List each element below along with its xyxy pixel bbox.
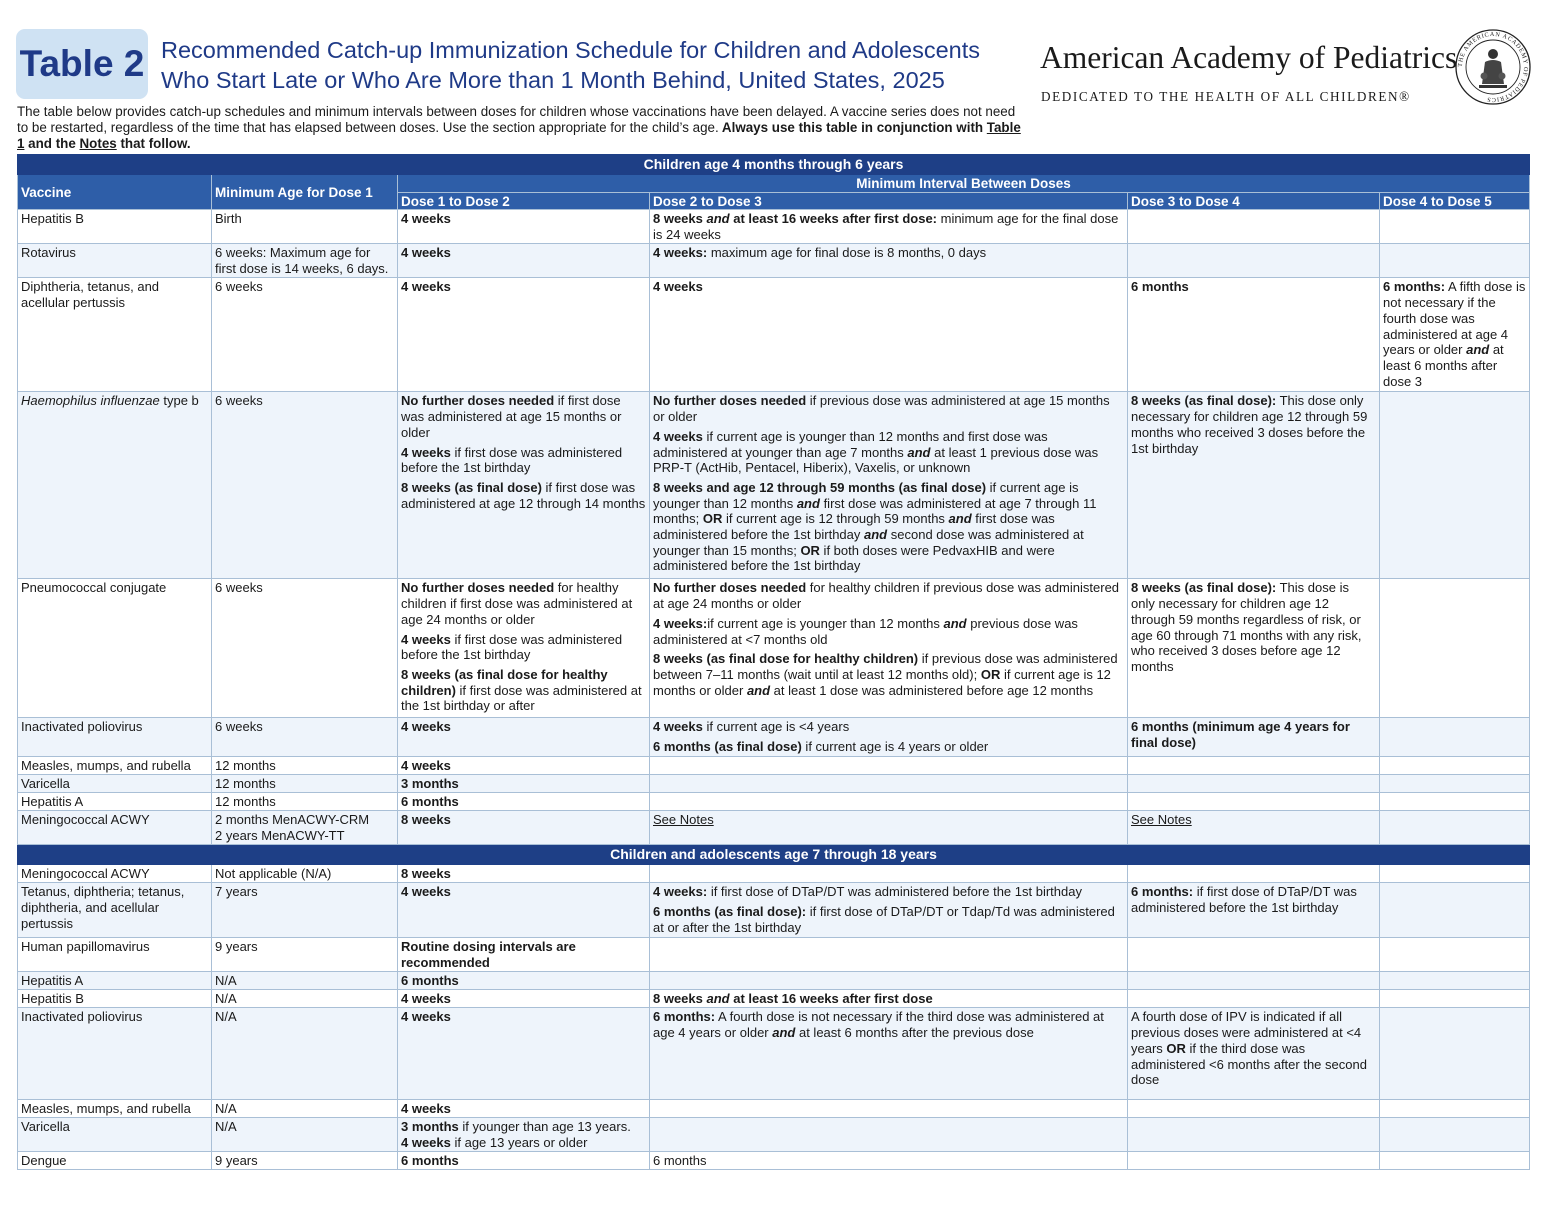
interval-4-5 <box>1380 865 1530 883</box>
interval-1-2: 4 weeks <box>398 718 650 757</box>
vaccine-name: Measles, mumps, and rubella <box>18 1100 212 1118</box>
interval-3-4: A fourth dose of IPV is indicated if all previous doses were administered at <4 years OR if the third dose was administered <6 months after the second dose <box>1128 1008 1380 1100</box>
interval-4-5 <box>1380 1118 1530 1152</box>
interval-3-4 <box>1128 757 1380 775</box>
notes-link[interactable]: Notes <box>79 136 117 151</box>
interval-1-2: 4 weeks <box>398 757 650 775</box>
col-dose1-2: Dose 1 to Dose 2 <box>398 192 650 210</box>
table-badge: Table 2 <box>16 29 148 99</box>
interval-1-2: 4 weeks <box>398 244 650 278</box>
aap-logo-name: American Academy of Pediatrics <box>1040 40 1458 75</box>
intro-paragraph <box>17 104 1022 152</box>
table-row <box>18 883 1530 938</box>
min-age: 9 years <box>212 938 398 972</box>
interval-1-2: 4 weeks <box>398 1008 650 1100</box>
col-dose4-5: Dose 4 to Dose 5 <box>1380 192 1530 210</box>
interval-4-5 <box>1380 210 1530 244</box>
interval-4-5 <box>1380 938 1530 972</box>
column-header-row <box>18 175 1530 193</box>
vaccine-name: Pneumococcal conjugate <box>18 579 212 718</box>
interval-1-2: 3 months if younger than age 13 years. 4 weeks if age 13 years or older <box>398 1118 650 1152</box>
interval-2-3 <box>650 938 1128 972</box>
interval-4-5 <box>1380 1100 1530 1118</box>
interval-3-4 <box>1128 1100 1380 1118</box>
interval-2-3: 4 weeks: maximum age for final dose is 8 months, 0 days <box>650 244 1128 278</box>
interval-2-3 <box>650 775 1128 793</box>
min-age: Not applicable (N/A) <box>212 865 398 883</box>
min-age: 6 weeks <box>212 392 398 579</box>
interval-3-4 <box>1128 990 1380 1008</box>
table-row <box>18 244 1530 278</box>
min-age: 6 weeks <box>212 718 398 757</box>
title-line-1: Recommended Catch-up Immunization Schedule for Children and Adolescents <box>161 37 981 63</box>
interval-3-4 <box>1128 938 1380 972</box>
interval-3-4 <box>1128 775 1380 793</box>
vaccine-name: Human papillomavirus <box>18 938 212 972</box>
min-age: N/A <box>212 1118 398 1152</box>
vaccine-name: Inactivated poliovirus <box>18 1008 212 1100</box>
vaccine-name: Hepatitis B <box>18 990 212 1008</box>
vaccine-name: Varicella <box>18 1118 212 1152</box>
min-age: 12 months <box>212 793 398 811</box>
vaccine-name: Measles, mumps, and rubella <box>18 757 212 775</box>
interval-1-2: 6 months <box>398 972 650 990</box>
interval-3-4 <box>1128 1118 1380 1152</box>
interval-2-3: 4 weeks: if first dose of DTaP/DT was administered before the 1st birthday 6 months (as final dose): if first dose of DTaP/DT or Tdap/Td was administered at or after the 1st birthday <box>650 883 1128 938</box>
interval-1-2: No further doses needed for healthy children if first dose was administered at age 24 months or older 4 weeks if first dose was administered before the 1st birthday 8 weeks (as final dose for healthy children) if first dose was administered at the 1st birthday or after <box>398 579 650 718</box>
min-age: 6 weeks: Maximum age for first dose is 14 weeks, 6 days. <box>212 244 398 278</box>
vaccine-name: Diphtheria, tetanus, and acellular pertussis <box>18 278 212 392</box>
interval-2-3: 8 weeks and at least 16 weeks after first dose <box>650 990 1128 1008</box>
interval-3-4 <box>1128 1152 1380 1170</box>
interval-3-4 <box>1128 244 1380 278</box>
table-row <box>18 392 1530 579</box>
vaccine-name: Inactivated poliovirus <box>18 718 212 757</box>
interval-2-3 <box>650 1118 1128 1152</box>
see-notes-link[interactable]: See Notes <box>1131 812 1192 828</box>
col-dose2-3: Dose 2 to Dose 3 <box>650 192 1128 210</box>
interval-4-5 <box>1380 1152 1530 1170</box>
interval-3-4: 6 months: if first dose of DTaP/DT was administered before the 1st birthday <box>1128 883 1380 938</box>
interval-1-2: 8 weeks <box>398 811 650 845</box>
interval-2-3: 4 weeks if current age is <4 years 6 months (as final dose) if current age is 4 years or older <box>650 718 1128 757</box>
interval-1-2: 4 weeks <box>398 210 650 244</box>
col-vaccine: Vaccine <box>18 175 212 210</box>
table-row <box>18 1100 1530 1118</box>
col-dose3-4: Dose 3 to Dose 4 <box>1128 192 1380 210</box>
table-row <box>18 718 1530 757</box>
min-age: 2 months MenACWY-CRM 2 years MenACWY-TT <box>212 811 398 845</box>
table-row <box>18 811 1530 845</box>
interval-4-5 <box>1380 811 1530 845</box>
interval-1-2: 4 weeks <box>398 1100 650 1118</box>
interval-2-3 <box>650 811 1128 845</box>
vaccine-name: Haemophilus influenzae type b <box>18 392 212 579</box>
table-row <box>18 775 1530 793</box>
interval-2-3 <box>650 865 1128 883</box>
interval-1-2: 4 weeks <box>398 883 650 938</box>
interval-3-4: 8 weeks (as final dose): This dose only necessary for children age 12 through 59 months who received 3 doses before the 1st birthday <box>1128 392 1380 579</box>
table-row <box>18 278 1530 392</box>
title-line-2: Who Start Late or Who Are More than 1 Month Behind, United States, 2025 <box>161 67 945 93</box>
vaccine-name: Hepatitis A <box>18 972 212 990</box>
interval-2-3: 8 weeks and at least 16 weeks after first dose: minimum age for the final dose is 24 weeks <box>650 210 1128 244</box>
interval-1-2: 8 weeks <box>398 865 650 883</box>
interval-1-2: Routine dosing intervals are recommended <box>398 938 650 972</box>
min-age: 6 weeks <box>212 278 398 392</box>
intro-bold-2: and the <box>24 136 80 151</box>
interval-2-3: No further doses needed if previous dose was administered at age 15 months or older 4 weeks if current age is younger than 12 months and first dose was administered at younger than age 7 months and at least 1 previous dose was PRP-T (ActHib, Pentacel, Hiberix), Vaxelis, or unknown 8 weeks and age 12 through 59 months (as final dose) if current age is younger than 12 months and first dose was administered at age 7 through 11 months; OR if current age is 12 through 59 months and first dose was administered before the 1st birthday and second dose was administered at younger than 15 months; OR if both doses were PedvaxHIB and were administered before the 1st birthday <box>650 392 1128 579</box>
section-header-4mo-6yr: Children age 4 months through 6 years <box>18 155 1530 175</box>
interval-4-5 <box>1380 883 1530 938</box>
vaccine-name: Rotavirus <box>18 244 212 278</box>
interval-4-5 <box>1380 972 1530 990</box>
catch-up-schedule-table <box>17 154 1530 1170</box>
table-row <box>18 1118 1530 1152</box>
table-row <box>18 990 1530 1008</box>
vaccine-name: Dengue <box>18 1152 212 1170</box>
vaccine-name: Varicella <box>18 775 212 793</box>
interval-3-4 <box>1128 811 1380 845</box>
intro-bold-1: Always use this table in conjunction with <box>718 120 987 135</box>
min-age: 7 years <box>212 883 398 938</box>
vaccine-name: Tetanus, diphtheria; tetanus, diphtheria, and acellular pertussis <box>18 883 212 938</box>
min-age: 12 months <box>212 757 398 775</box>
interval-2-3: 6 months <box>650 1152 1128 1170</box>
interval-4-5 <box>1380 392 1530 579</box>
interval-2-3 <box>650 1100 1128 1118</box>
interval-2-3 <box>650 757 1128 775</box>
min-age: N/A <box>212 990 398 1008</box>
min-age: 6 weeks <box>212 579 398 718</box>
interval-3-4: 8 weeks (as final dose): This dose is only necessary for children age 12 through 59 months regardless of risk, or age 60 through 71 months with any risk, who received 3 doses before age 12 months <box>1128 579 1380 718</box>
table-row <box>18 579 1530 718</box>
table-row <box>18 1152 1530 1170</box>
interval-4-5 <box>1380 244 1530 278</box>
intro-bold-3: that follow. <box>116 136 191 151</box>
interval-4-5 <box>1380 990 1530 1008</box>
table-row <box>18 938 1530 972</box>
page-title <box>161 35 1041 95</box>
interval-3-4 <box>1128 793 1380 811</box>
interval-2-3: 4 weeks <box>650 278 1128 392</box>
interval-1-2: 4 weeks <box>398 990 650 1008</box>
svg-text:THE AMERICAN ACADEMY OF PEDIAT: THE AMERICAN ACADEMY OF PEDIATRICS <box>1456 30 1530 104</box>
table-1-link[interactable]: Table 1 <box>17 120 1021 151</box>
interval-3-4: 6 months (minimum age 4 years for final dose) <box>1128 718 1380 757</box>
min-age: N/A <box>212 1100 398 1118</box>
table-row <box>18 865 1530 883</box>
interval-1-2: 4 weeks <box>398 278 650 392</box>
table-row <box>18 210 1530 244</box>
interval-3-4 <box>1128 210 1380 244</box>
interval-1-2: 6 months <box>398 1152 650 1170</box>
interval-1-2: 3 months <box>398 775 650 793</box>
interval-2-3 <box>650 793 1128 811</box>
vaccine-name: Meningococcal ACWY <box>18 865 212 883</box>
interval-4-5 <box>1380 775 1530 793</box>
min-age: N/A <box>212 972 398 990</box>
min-age: 9 years <box>212 1152 398 1170</box>
aap-logo-tagline: DEDICATED TO THE HEALTH OF ALL CHILDREN® <box>1041 89 1411 104</box>
interval-4-5 <box>1380 757 1530 775</box>
vaccine-name: Hepatitis A <box>18 793 212 811</box>
interval-1-2: 6 months <box>398 793 650 811</box>
table-row <box>18 1008 1530 1100</box>
vaccine-name: Meningococcal ACWY <box>18 811 212 845</box>
interval-4-5 <box>1380 579 1530 718</box>
table-row <box>18 793 1530 811</box>
interval-3-4 <box>1128 865 1380 883</box>
col-min-interval: Minimum Interval Between Doses <box>398 175 1530 193</box>
interval-1-2: No further doses needed if first dose was administered at age 15 months or older 4 weeks if first dose was administered before the 1st birthday 8 weeks (as final dose) if first dose was administered at age 12 through 14 months <box>398 392 650 579</box>
see-notes-link[interactable]: See Notes <box>653 812 714 828</box>
min-age: N/A <box>212 1008 398 1100</box>
interval-4-5 <box>1380 718 1530 757</box>
min-age: Birth <box>212 210 398 244</box>
interval-4-5: 6 months: A fifth dose is not necessary if the fourth dose was administered at age 4 years or older and at least 6 months after dose 3 <box>1380 278 1530 392</box>
aap-seal-icon <box>1454 28 1532 106</box>
section-header-7-18yr: Children and adolescents age 7 through 18 years <box>18 845 1530 865</box>
interval-2-3: No further doses needed for healthy children if previous dose was administered at age 24 months or older 4 weeks:if current age is younger than 12 months and previous dose was administered at <7 months old 8 weeks (as final dose for healthy children) if previous dose was administered between 7–11 months (wait until at least 12 months old); OR if current age is 12 months or older and at least 1 dose was administered before age 12 months <box>650 579 1128 718</box>
interval-2-3: 6 months: A fourth dose is not necessary if the third dose was administered at age 4 years or older and at least 6 months after the previous dose <box>650 1008 1128 1100</box>
min-age: 12 months <box>212 775 398 793</box>
col-min-age: Minimum Age for Dose 1 <box>212 175 398 210</box>
vaccine-name: Hepatitis B <box>18 210 212 244</box>
interval-4-5 <box>1380 1008 1530 1100</box>
intro-text: The table below provides catch-up schedules and minimum intervals between doses for children whose vaccinations have been delayed. A vaccine series does not need to be restarted, regardless of the time that has elapsed between doses. Use the section appropriate for the child’s age. <box>17 104 1016 135</box>
interval-3-4 <box>1128 972 1380 990</box>
interval-3-4: 6 months <box>1128 278 1380 392</box>
interval-4-5 <box>1380 793 1530 811</box>
interval-2-3 <box>650 972 1128 990</box>
table-row <box>18 757 1530 775</box>
table-row <box>18 972 1530 990</box>
